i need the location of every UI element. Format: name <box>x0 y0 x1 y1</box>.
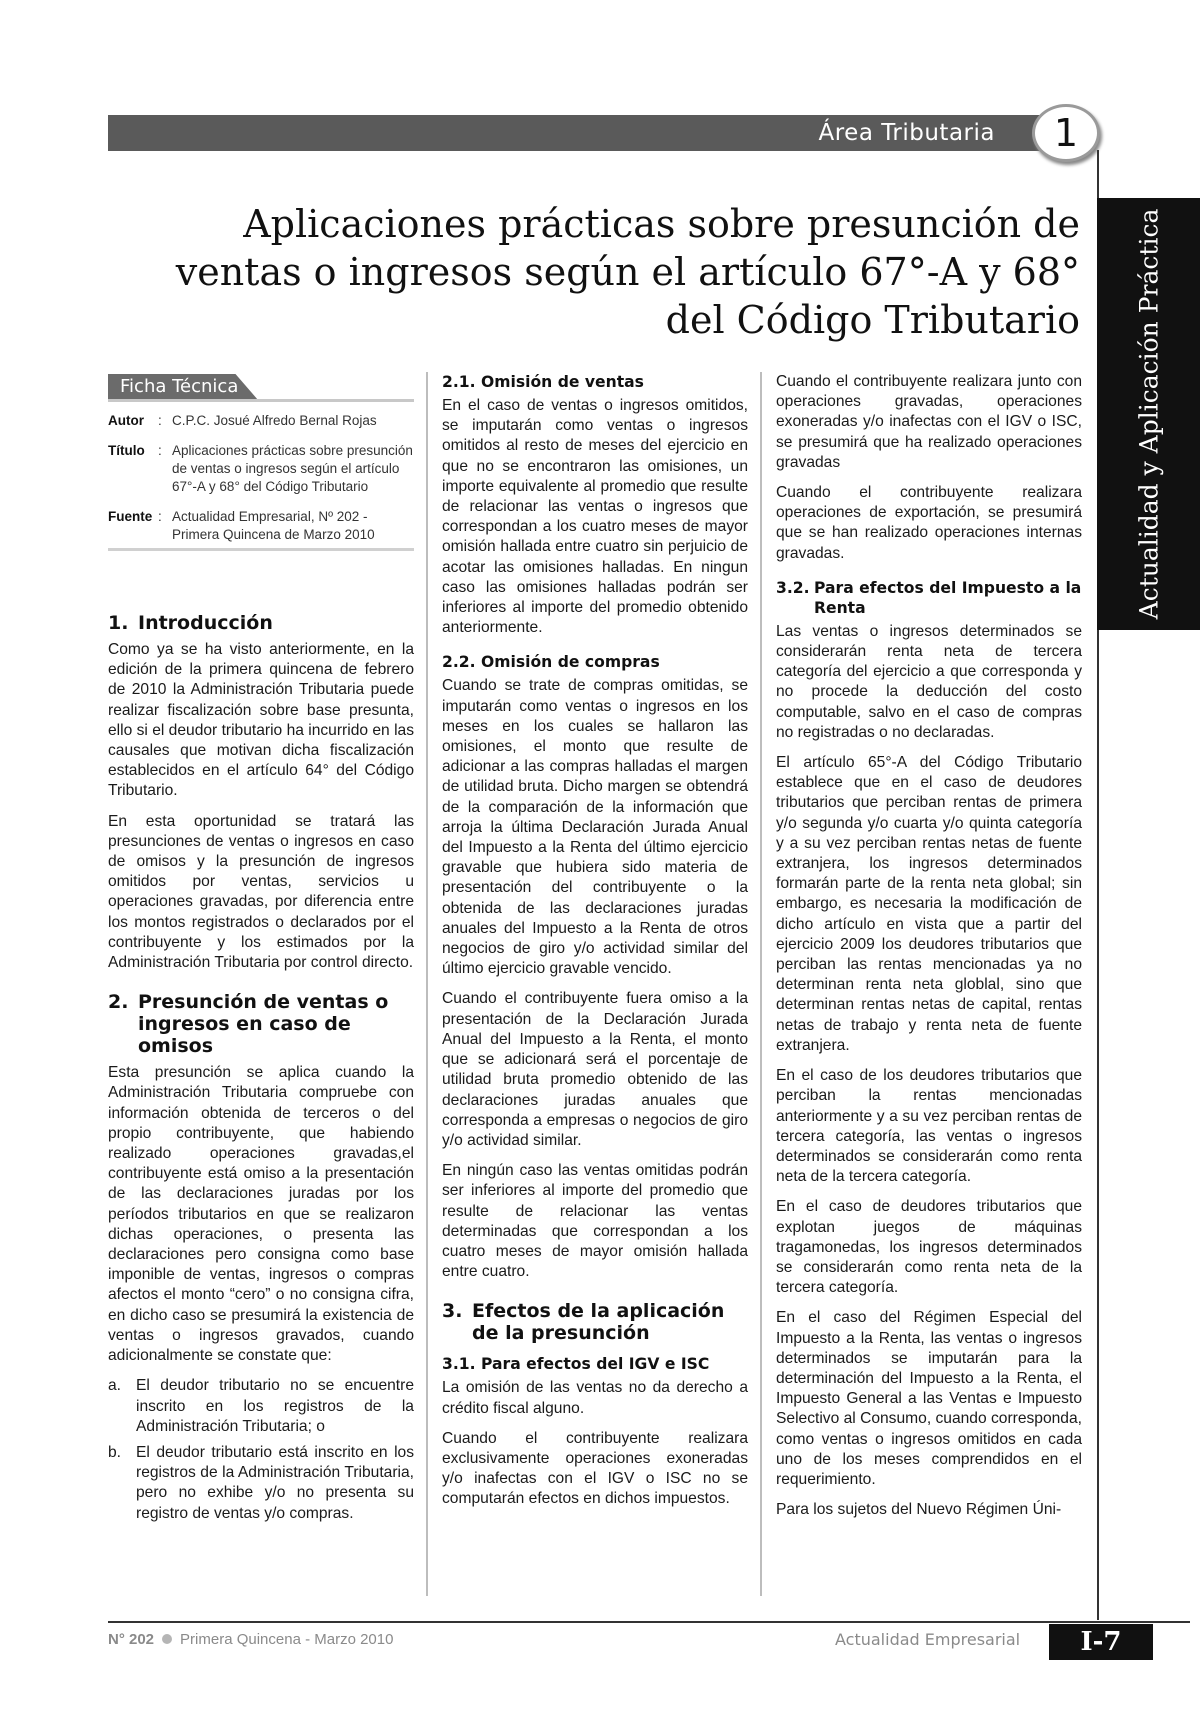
subsection-title: Para efectos del Impuesto a la Renta <box>814 578 1082 617</box>
section-number: 1. <box>108 612 129 634</box>
section-title: Efectos de la aplicación de la presunción <box>472 1300 725 1345</box>
paragraph: Cuando el contribuyente fuera omiso a la presentación de la Declaración Jurada Anual del Impuesto a la Renta, el monto que se adicionará será el porcentaje de utilidad bruta promedio obtenido de las declaraciones juradas anuales que corresponda a empresas o negocios de giro y/o actividad similar. <box>442 990 748 1149</box>
issue-period: Primera Quincena - Marzo 2010 <box>180 1631 394 1648</box>
ficha-fuente-row <box>108 508 414 546</box>
subsection-heading: 2.2. Omisión de compras <box>442 653 660 672</box>
paragraph: En el caso de ventas o ingresos omitidos, se imputarán como ventas o ingresos omitidos al resto de meses del ejercicio en que no se encontraron las omisiones, un importe equivalente al promedio que resulte de relacionar las ventas o ingresos que correspondan a los cuatro meses de mayor omisión hallada entre cuatro sin perjuicio de acotar las omisiones halladas. En ningun caso las omisiones halladas podrán ser inferiores al importe del promedio obtenido anteriormente. <box>442 397 748 637</box>
footer-issue <box>108 1630 393 1650</box>
list-marker: b. <box>108 1443 122 1461</box>
paragraph: Las ventas o ingresos determinados se considerarán renta neta de tercera categoría del ejercicio a que corresponda y no procede la deducción del costo computable, salvo en el caso de compras no registradas o no declaradas. <box>776 622 1082 741</box>
column-rule <box>426 372 428 1596</box>
section-heading <box>442 1300 748 1344</box>
ficha-titulo-value: Aplicaciones prácticas sobre presunción de ventas o ingresos según el artículo 67°-A y 68° del Código Tributario <box>172 443 413 494</box>
list-marker: a. <box>108 1377 122 1395</box>
title-line: del Código Tributario <box>665 298 1080 342</box>
subsection-heading: 3.1. Para efectos del IGV e ISC <box>442 1355 710 1374</box>
section-title: Introducción <box>138 612 273 634</box>
paragraph: Para los sujetos del Nuevo Régimen Úni- <box>776 1501 1062 1519</box>
page-number: I-7 <box>1049 1624 1153 1660</box>
column-rule <box>760 372 762 1596</box>
side-tab-label: Actualidad y Aplicación Práctica <box>1134 208 1163 620</box>
paragraph: Cuando se trate de compras omitidas, se imputarán como ventas o ingresos en los meses en los cuales se hallaron las omisiones, el monto que resulte de adicionar a las compras halladas el margen de utilidad bruta. Dicho margen se obtendrá de la comparación de la información que arroja la última Declaración Jurada Anual del Impuesto a la Renta del último ejercicio gravable que hubiera sido materia de presentación del contribuyente o la obtenida de las declaraciones juradas anuales del Impuesto a la Renta de otros negocios de giro y/o actividad similar del último ejercicio gravable vencido. <box>442 677 748 978</box>
footer-rule <box>108 1621 1190 1623</box>
section-number: 2. <box>108 991 129 1014</box>
paragraph: Como ya se ha visto anteriormente, en la edición de la primera quincena de febrero de 2010 la Administración Tributaria puede realizar fiscalización sobre base presunta, ello si el deudor tributario ha incurrido en las causales que motivan dicha fiscalización establecidos en el artículo 64° del Código Tributario. <box>108 641 414 800</box>
list-item <box>108 1376 414 1437</box>
list-text: El deudor tributario no se encuentre inscrito en los registros de la Administración Tributaria; o <box>136 1377 414 1435</box>
paragraph: Esta presunción se aplica cuando la Administración Tributaria compruebe con información obtenida de terceros o del propio contribuyente, que habiendo realizado operaciones gravadas,el contribuyente está omiso a la presentación de las declaraciones juradas por los períodos tributarios en que se realizaron dichas operaciones, o presenta las declaraciones pero consigna como base imponible de ventas, ingresos o compras afectos el monto “cero” o no consigna cifra, en dicho caso se presumirá la existencia de ventas o ingresos gravados, cuando adicionalmente se constate que: <box>108 1064 414 1365</box>
paragraph: En esta oportunidad se tratará las presunciones de ventas o ingresos en caso de omisos y la presunción de ingresos omitidos por ventas, servicios u operaciones gravadas, por diferencia entre los montos registrados o declarados por el contribuyente y los estimados por la Administración Tributaria por control directo. <box>108 812 414 972</box>
ficha-fuente-value: Actualidad Empresarial, Nº 202 - Primera Quincena de Marzo 2010 <box>172 509 375 542</box>
ficha-title: Ficha Técnica <box>120 376 239 397</box>
paragraph: Cuando el contribuyente realizara operaciones de exportación, se presumirá que se han realizado operaciones internas gravadas. <box>776 484 1082 562</box>
list-item <box>108 1443 414 1524</box>
subsection-heading <box>776 578 1082 618</box>
ficha-titulo-row <box>108 442 414 498</box>
ficha-colon: : <box>158 413 162 428</box>
ficha-autor-label: Autor <box>108 413 144 428</box>
paragraph: En el caso del Régimen Especial del Impuesto a la Renta, las ventas o ingresos determinados se imputarán para la determinación del Impuesto a la Renta, el Impuesto General a las Ventas e Impuesto Selectivo al Consumo, cuando corresponda, como ventas o ingresos omitidos en cada uno de los meses comprendidos en el requerimiento. <box>776 1309 1082 1488</box>
ficha-divider <box>108 548 414 551</box>
title-line: ventas o ingresos según el artículo 67°-A y 68° <box>175 250 1080 294</box>
list-text: El deudor tributario está inscrito en los registros de la Administración Tributaria, pero no exhibe y/o no presenta su registro de ventas y/o compras. <box>136 1443 414 1522</box>
side-tab <box>1097 198 1200 630</box>
ficha-fuente-label: Fuente <box>108 509 153 524</box>
paragraph: En el caso de deudores tributarios que explotan juegos de máquinas tragamonedas, los ingresos determinados se considerarán como renta neta de la tercera categoría. <box>776 1198 1082 1297</box>
title-line: Aplicaciones prácticas sobre presunción de <box>243 202 1080 246</box>
column-2 <box>442 372 748 1520</box>
section-heading <box>108 991 414 1057</box>
paragraph: Cuando el contribuyente realizara exclusivamente operaciones exoneradas y/o inafectas con el IGV o ISC no se computarán efectos en dichos impuestos. <box>442 1429 748 1508</box>
section-number-badge: 1 <box>1032 104 1100 162</box>
paragraph: En el caso de los deudores tributarios que perciban la rentas mencionadas anteriormente y a su vez perciban rentas de tercera categoría, las ventas o ingresos determinados se considerarán como renta neta de la tercera categoría. <box>776 1067 1082 1186</box>
column-3 <box>776 372 1082 1530</box>
column-1 <box>108 612 414 1530</box>
section-title: Presunción de ventas o ingresos en caso de omisos <box>138 991 389 1058</box>
publication-name: Actualidad Empresarial <box>835 1630 1021 1649</box>
paragraph: En ningún caso las ventas omitidas podrán ser inferiores al importe del promedio que resulte de relacionar las ventas determinadas que correspondan a los cuatro meses de mayor omisión hallada entre cuatro. <box>442 1162 748 1281</box>
subsection-number: 3.2. <box>776 578 810 597</box>
bullet-dot-icon <box>162 1634 172 1644</box>
paragraph: La omisión de las ventas no da derecho a crédito fiscal alguno. <box>442 1379 748 1417</box>
article-title <box>160 200 1080 344</box>
section-number: 3. <box>442 1300 463 1323</box>
ficha-colon: : <box>158 509 162 524</box>
subsection-heading: 2.1. Omisión de ventas <box>442 373 644 391</box>
ficha-autor-row <box>108 412 414 432</box>
ficha-autor-value: C.P.C. Josué Alfredo Bernal Rojas <box>172 413 377 428</box>
paragraph: El artículo 65°-A del Código Tributario establece que en el caso de deudores tributarios que perciban rentas de primera y/o segunda y/o cuarta y/o quinta categoría y a su vez perciban rentas netas de fuente extranjera, los ingresos determinados formarán parte de la renta neta global; sin embargo, es necesaria la modificación de dicho artículo en vista que a partir del ejercicio 2009 los deudores tributarios que perciban las rentas mencionadas ya no determinan renta neta globlal, sino que determinan rentas netas de capital, rentas netas de trabajo y renta neta de fuente extranjera. <box>776 754 1082 1054</box>
section-label: Área Tributaria <box>818 120 995 146</box>
section-heading <box>108 612 414 634</box>
paragraph: Cuando el contribuyente realizara junto con operaciones gravadas, operaciones exoneradas y/o inafectas con el IGV o ISC, se presumirá que ha realizado operaciones gravadas <box>776 373 1082 471</box>
ficha-titulo-label: Título <box>108 443 145 458</box>
ficha-colon: : <box>158 443 162 458</box>
issue-number: N° 202 <box>108 1631 155 1648</box>
ficha-divider <box>108 399 414 402</box>
